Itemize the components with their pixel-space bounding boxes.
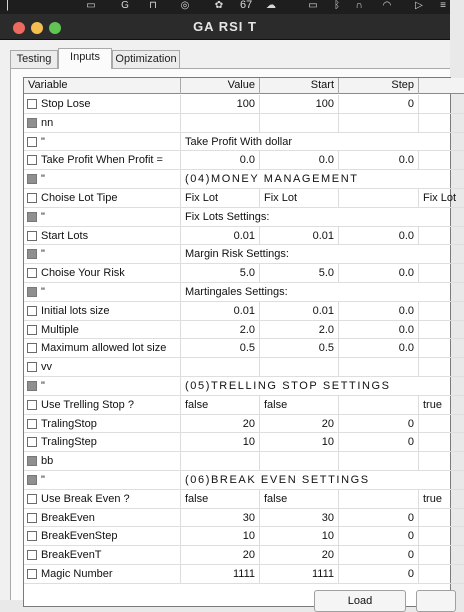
step-cell[interactable] [339, 114, 419, 132]
table-header [24, 78, 464, 94]
table-row[interactable] [24, 151, 464, 170]
header-step[interactable]: Step [339, 78, 419, 94]
variable-label: BreakEven [41, 511, 95, 524]
variable-label: " [41, 379, 45, 392]
stop-cell[interactable] [419, 114, 464, 132]
stop-cell[interactable] [419, 321, 464, 339]
step-cell[interactable]: 0.0 [339, 227, 419, 245]
step-cell[interactable]: 0 [339, 509, 419, 527]
variable-label: TralingStep [41, 436, 97, 449]
variable-cell [24, 490, 181, 508]
menu-extra-icon[interactable]: ≡ [440, 0, 446, 11]
optimize-checkbox[interactable] [27, 569, 37, 579]
inputs-table [23, 77, 457, 607]
table-row[interactable] [24, 208, 464, 227]
stop-cell[interactable] [419, 546, 464, 564]
value-cell[interactable]: 0.01 [181, 227, 260, 245]
optimize-checkbox[interactable] [27, 437, 37, 447]
step-cell[interactable] [339, 396, 419, 414]
variable-label: " [41, 173, 45, 186]
optimize-checkbox[interactable] [27, 306, 37, 316]
table-rows [24, 95, 464, 584]
window-titlebar [0, 14, 450, 40]
step-cell[interactable] [339, 452, 419, 470]
value-cell[interactable]: 1111 [181, 565, 260, 583]
stop-cell[interactable] [419, 95, 464, 113]
step-cell[interactable] [339, 490, 419, 508]
table-row[interactable] [24, 95, 464, 114]
window-title: GA RSI T [193, 19, 257, 34]
optimize-checkbox[interactable] [27, 193, 37, 203]
optimize-checkbox[interactable] [27, 513, 37, 523]
table-row[interactable] [24, 452, 464, 471]
section-text-cell[interactable]: Fix Lots Settings: [185, 210, 270, 223]
optimize-checkbox[interactable] [27, 456, 37, 466]
variable-label: " [41, 135, 45, 148]
section-text-cell[interactable]: Martingales Settings: [185, 285, 288, 298]
start-cell[interactable]: false [260, 396, 339, 414]
step-cell[interactable]: 0 [339, 546, 419, 564]
display-icon[interactable]: ▭ [308, 0, 318, 11]
step-cell[interactable]: 0.0 [339, 302, 419, 320]
stop-cell[interactable] [419, 415, 464, 433]
wifi-icon[interactable]: ◠ [382, 0, 392, 11]
tab-optimization[interactable]: Optimization [112, 50, 180, 68]
section-text-cell[interactable]: (05)TRELLING STOP SETTINGS [185, 379, 391, 392]
variable-label: " [41, 473, 45, 486]
value-cell[interactable]: 0.5 [181, 339, 260, 357]
variable-label: Start Lots [41, 229, 89, 242]
stop-cell[interactable] [419, 527, 464, 545]
table-row[interactable] [24, 227, 464, 246]
start-cell[interactable]: 0.01 [260, 302, 339, 320]
dialog-client-area [0, 40, 457, 607]
value-cell[interactable]: false [181, 490, 260, 508]
start-cell[interactable]: 1111 [260, 565, 339, 583]
optimize-checkbox[interactable] [27, 118, 37, 128]
table-row[interactable] [24, 170, 464, 189]
optimize-checkbox[interactable] [27, 268, 37, 278]
section-text-cell[interactable]: (06)BREAK EVEN SETTINGS [185, 473, 370, 486]
start-cell[interactable]: 2.0 [260, 321, 339, 339]
optimize-checkbox[interactable] [27, 494, 37, 504]
second-button[interactable] [416, 590, 456, 612]
variable-cell [24, 133, 181, 151]
table-row[interactable] [24, 133, 464, 152]
variable-label: nn [41, 116, 54, 129]
variable-cell [24, 208, 181, 226]
table-row[interactable] [24, 264, 464, 283]
value-cell[interactable]: 20 [181, 415, 260, 433]
start-cell[interactable]: 0.5 [260, 339, 339, 357]
variable-label: Initial lots size [41, 304, 110, 317]
header-variable[interactable]: Variable [24, 78, 181, 94]
table-row[interactable] [24, 189, 464, 208]
g-app-icon[interactable]: G [121, 0, 129, 11]
table-row[interactable] [24, 283, 464, 302]
value-cell[interactable]: false [181, 396, 260, 414]
optimize-checkbox[interactable] [27, 212, 37, 222]
value-cell[interactable]: Fix Lot [181, 189, 260, 207]
variable-label: Magic Number [41, 567, 113, 580]
variable-label: Use Break Even ? [41, 492, 130, 505]
variable-label: Choise Your Risk [41, 267, 125, 280]
optimize-checkbox[interactable] [27, 287, 37, 297]
value-cell[interactable] [181, 452, 260, 470]
start-cell[interactable]: false [260, 490, 339, 508]
optimize-checkbox[interactable] [27, 99, 37, 109]
headphones-icon[interactable]: ∩ [355, 0, 363, 11]
stop-cell[interactable] [419, 358, 464, 376]
load-button[interactable]: Load [314, 590, 406, 612]
variable-label: Multiple [41, 323, 79, 336]
optimize-checkbox[interactable] [27, 343, 37, 353]
value-cell[interactable]: 0.01 [181, 302, 260, 320]
variable-cell [24, 283, 181, 301]
start-cell[interactable] [260, 358, 339, 376]
value-cell[interactable] [181, 114, 260, 132]
value-cell[interactable]: 10 [181, 433, 260, 451]
header-start[interactable]: Start [260, 78, 339, 94]
variable-cell [24, 527, 181, 545]
table-row[interactable] [24, 565, 464, 584]
table-row[interactable] [24, 245, 464, 264]
optimize-checkbox[interactable] [27, 531, 37, 541]
variable-label: Use Trelling Stop ? [41, 398, 134, 411]
variable-cell [24, 227, 181, 245]
optimize-checkbox[interactable] [27, 362, 37, 372]
header-stop[interactable] [419, 78, 464, 94]
variable-cell [24, 339, 181, 357]
variable-cell [24, 170, 181, 188]
variable-cell [24, 396, 181, 414]
table-row[interactable] [24, 490, 464, 509]
start-cell[interactable]: 20 [260, 546, 339, 564]
value-cell[interactable]: 10 [181, 527, 260, 545]
screen-icon[interactable]: ▭ [86, 0, 96, 11]
variable-cell [24, 433, 181, 451]
step-cell[interactable] [339, 358, 419, 376]
step-cell[interactable]: 0 [339, 527, 419, 545]
section-text-cell[interactable]: Take Profit With dollar [185, 135, 292, 148]
start-cell[interactable]: 30 [260, 509, 339, 527]
variable-label: Take Profit When Profit = [41, 154, 163, 167]
optimize-checkbox[interactable] [27, 325, 37, 335]
step-cell[interactable]: 0.0 [339, 339, 419, 357]
cloud-icon[interactable]: ☁ [266, 0, 276, 11]
variable-label: BreakEvenT [41, 549, 102, 562]
start-cell[interactable]: 5.0 [260, 264, 339, 282]
start-cell[interactable]: 10 [260, 433, 339, 451]
variable-label: " [41, 210, 45, 223]
section-text-cell[interactable]: (04)MONEY MANAGEMENT [185, 173, 359, 186]
system-menubar [0, 0, 450, 14]
stop-cell[interactable] [419, 433, 464, 451]
flower-icon[interactable]: ✿ [214, 0, 224, 11]
table-row[interactable] [24, 546, 464, 565]
table-row[interactable] [24, 358, 464, 377]
variable-cell [24, 114, 181, 132]
variable-cell [24, 452, 181, 470]
stop-cell[interactable] [419, 339, 464, 357]
variable-label: TralingStop [41, 417, 97, 430]
step-cell[interactable]: 0.0 [339, 264, 419, 282]
tab-inputs[interactable]: Inputs [58, 48, 112, 69]
variable-cell [24, 565, 181, 583]
variable-cell [24, 302, 181, 320]
start-cell[interactable]: 100 [260, 95, 339, 113]
variable-cell [24, 415, 181, 433]
start-cell[interactable]: 20 [260, 415, 339, 433]
table-row[interactable] [24, 415, 464, 434]
table-row[interactable] [24, 339, 464, 358]
variable-cell [24, 546, 181, 564]
optimize-checkbox[interactable] [27, 174, 37, 184]
header-value[interactable]: Value [181, 78, 260, 94]
optimize-checkbox[interactable] [27, 475, 37, 485]
step-cell[interactable]: 0 [339, 433, 419, 451]
variable-label: Stop Lose [41, 98, 91, 110]
value-cell[interactable]: 30 [181, 509, 260, 527]
optimize-checkbox[interactable] [27, 419, 37, 429]
stop-cell[interactable] [419, 509, 464, 527]
variable-label: Choise Lot Tipe [41, 191, 118, 204]
optimize-checkbox[interactable] [27, 249, 37, 259]
stop-cell[interactable] [419, 302, 464, 320]
variable-cell [24, 471, 181, 489]
variable-cell [24, 509, 181, 527]
table-row[interactable] [24, 433, 464, 452]
value-cell[interactable]: 100 [181, 95, 260, 113]
step-cell[interactable]: 0 [339, 565, 419, 583]
variable-cell [24, 245, 181, 263]
bluetooth-icon[interactable]: ᛒ [334, 0, 340, 11]
optimize-checkbox[interactable] [27, 137, 37, 147]
stop-cell[interactable]: true [423, 398, 442, 411]
step-cell[interactable]: 0.0 [339, 321, 419, 339]
stop-cell[interactable] [419, 264, 464, 282]
value-cell[interactable] [181, 358, 260, 376]
start-cell[interactable]: 10 [260, 527, 339, 545]
value-cell[interactable]: 5.0 [181, 264, 260, 282]
stop-cell[interactable]: true [423, 492, 442, 505]
table-row[interactable] [24, 527, 464, 546]
step-cell[interactable]: 0 [339, 415, 419, 433]
stop-cell[interactable]: Fix Lot [423, 191, 457, 204]
menubar-edge-icon[interactable]: ▏ [7, 0, 15, 11]
table-row[interactable] [24, 509, 464, 528]
variable-label: " [41, 285, 45, 298]
step-cell[interactable]: 0.0 [339, 151, 419, 169]
variable-label: Maximum allowed lot size [41, 342, 167, 355]
value-cell[interactable]: 0.0 [181, 151, 260, 169]
step-cell[interactable]: 0 [339, 95, 419, 113]
tab-testing[interactable]: Testing [10, 50, 58, 68]
variable-cell [24, 189, 181, 207]
play-icon[interactable]: ▷ [415, 0, 423, 11]
start-cell[interactable]: 0.0 [260, 151, 339, 169]
stop-cell[interactable] [419, 227, 464, 245]
variable-label: vv [41, 361, 52, 374]
section-text-cell[interactable]: Margin Risk Settings: [185, 248, 289, 261]
table-row[interactable] [24, 114, 464, 133]
step-cell[interactable] [339, 189, 419, 207]
variable-cell [24, 151, 181, 169]
variable-cell [24, 377, 181, 395]
value-cell[interactable]: 2.0 [181, 321, 260, 339]
optimize-checkbox[interactable] [27, 231, 37, 241]
table-row[interactable] [24, 302, 464, 321]
variable-cell [24, 358, 181, 376]
start-cell[interactable]: Fix Lot [260, 189, 339, 207]
vpn-icon[interactable]: ◎ [180, 0, 190, 11]
table-row[interactable] [24, 377, 464, 396]
table-row[interactable] [24, 396, 464, 415]
table-row[interactable] [24, 471, 464, 490]
optimize-checkbox[interactable] [27, 155, 37, 165]
stop-cell[interactable] [419, 151, 464, 169]
inbox-icon[interactable]: ⊓ [149, 0, 157, 11]
variable-cell [24, 95, 181, 113]
stop-cell[interactable] [419, 452, 464, 470]
variable-label: bb [41, 455, 54, 468]
start-cell[interactable]: 0.01 [260, 227, 339, 245]
battery-percent: 67 [240, 0, 253, 11]
stop-cell[interactable] [419, 565, 464, 583]
optimize-checkbox[interactable] [27, 550, 37, 560]
optimize-checkbox[interactable] [27, 381, 37, 391]
start-cell[interactable] [260, 452, 339, 470]
table-row[interactable] [24, 321, 464, 340]
variable-label: " [41, 248, 45, 261]
optimize-checkbox[interactable] [27, 400, 37, 410]
start-cell[interactable] [260, 114, 339, 132]
variable-cell [24, 321, 181, 339]
variable-label: BreakEvenStep [41, 530, 118, 543]
value-cell[interactable]: 20 [181, 546, 260, 564]
variable-cell [24, 264, 181, 282]
inputs-panel [10, 68, 457, 600]
